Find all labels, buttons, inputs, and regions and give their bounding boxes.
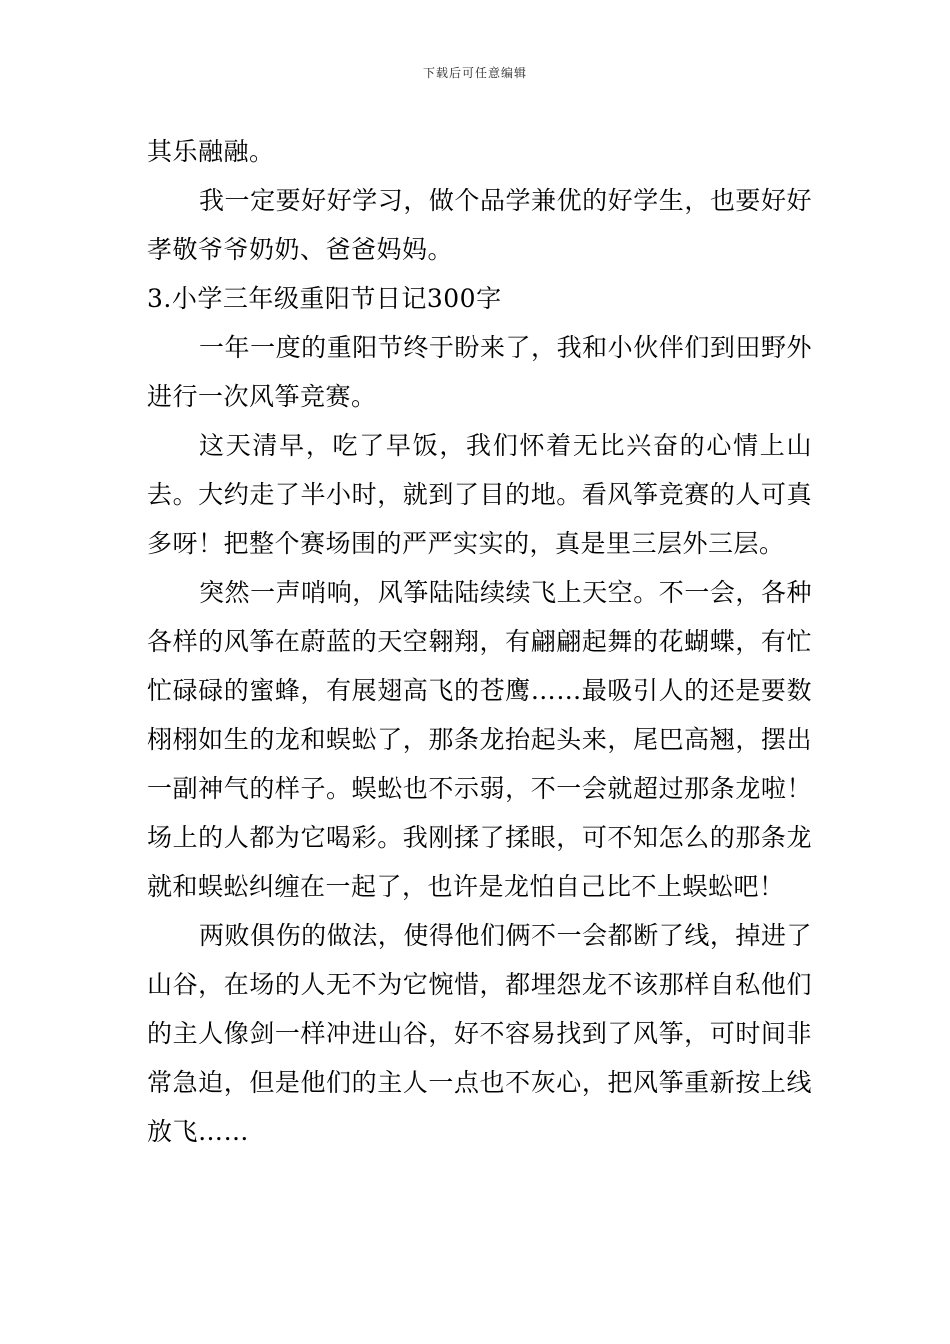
paragraph-5: 突然一声哨响，风筝陆陆续续飞上天空。不一会，各种各样的风筝在蔚蓝的天空翱翔，有翩翩起舞的花蝴蝶，有忙忙碌碌的蜜蜂，有展翅高飞的苍鹰……最吸引人的还是要数栩栩如生的龙和蜈蚣了，那条龙抬起头来，尾巴高翘，摆出一副神气的样子。蜈蚣也不示弱，不一会就超过那条龙啦！场上的人都为它喝彩。我刚揉了揉眼，可不知怎么的那条龙就和蜈蚣纠缠在一起了，也许是龙怕自己比不上蜈蚣吧！	[147, 578, 812, 901]
page-header: 下载后可任意编辑	[422, 66, 527, 80]
document-body	[147, 127, 812, 1156]
paragraph-1: 其乐融融。	[147, 137, 275, 166]
paragraph-2: 我一定要好好学习，做个品学兼优的好学生，也要好好孝敬爷爷奶奶、爸爸妈妈。	[147, 186, 812, 264]
paragraph-3: 一年一度的重阳节终于盼来了，我和小伙伴们到田野外进行一次风筝竞赛。	[147, 333, 812, 411]
paragraph-6: 两败俱伤的做法，使得他们俩不一会都断了线，掉进了山谷，在场的人无不为它惋惜，都埋怨龙不该那样自私他们的主人像剑一样冲进山谷，好不容易找到了风筝，可时间非常急迫，但是他们的主人一点也不灰心，把风筝重新按上线放飞……	[147, 921, 812, 1146]
paragraph-4: 这天清早，吃了早饭，我们怀着无比兴奋的心情上山去。大约走了半小时，就到了目的地。看风筝竞赛的人可真多呀！把整个赛场围的严严实实的，真是里三层外三层。	[147, 431, 812, 558]
section-heading: 3.小学三年级重阳节日记300字	[147, 284, 502, 313]
